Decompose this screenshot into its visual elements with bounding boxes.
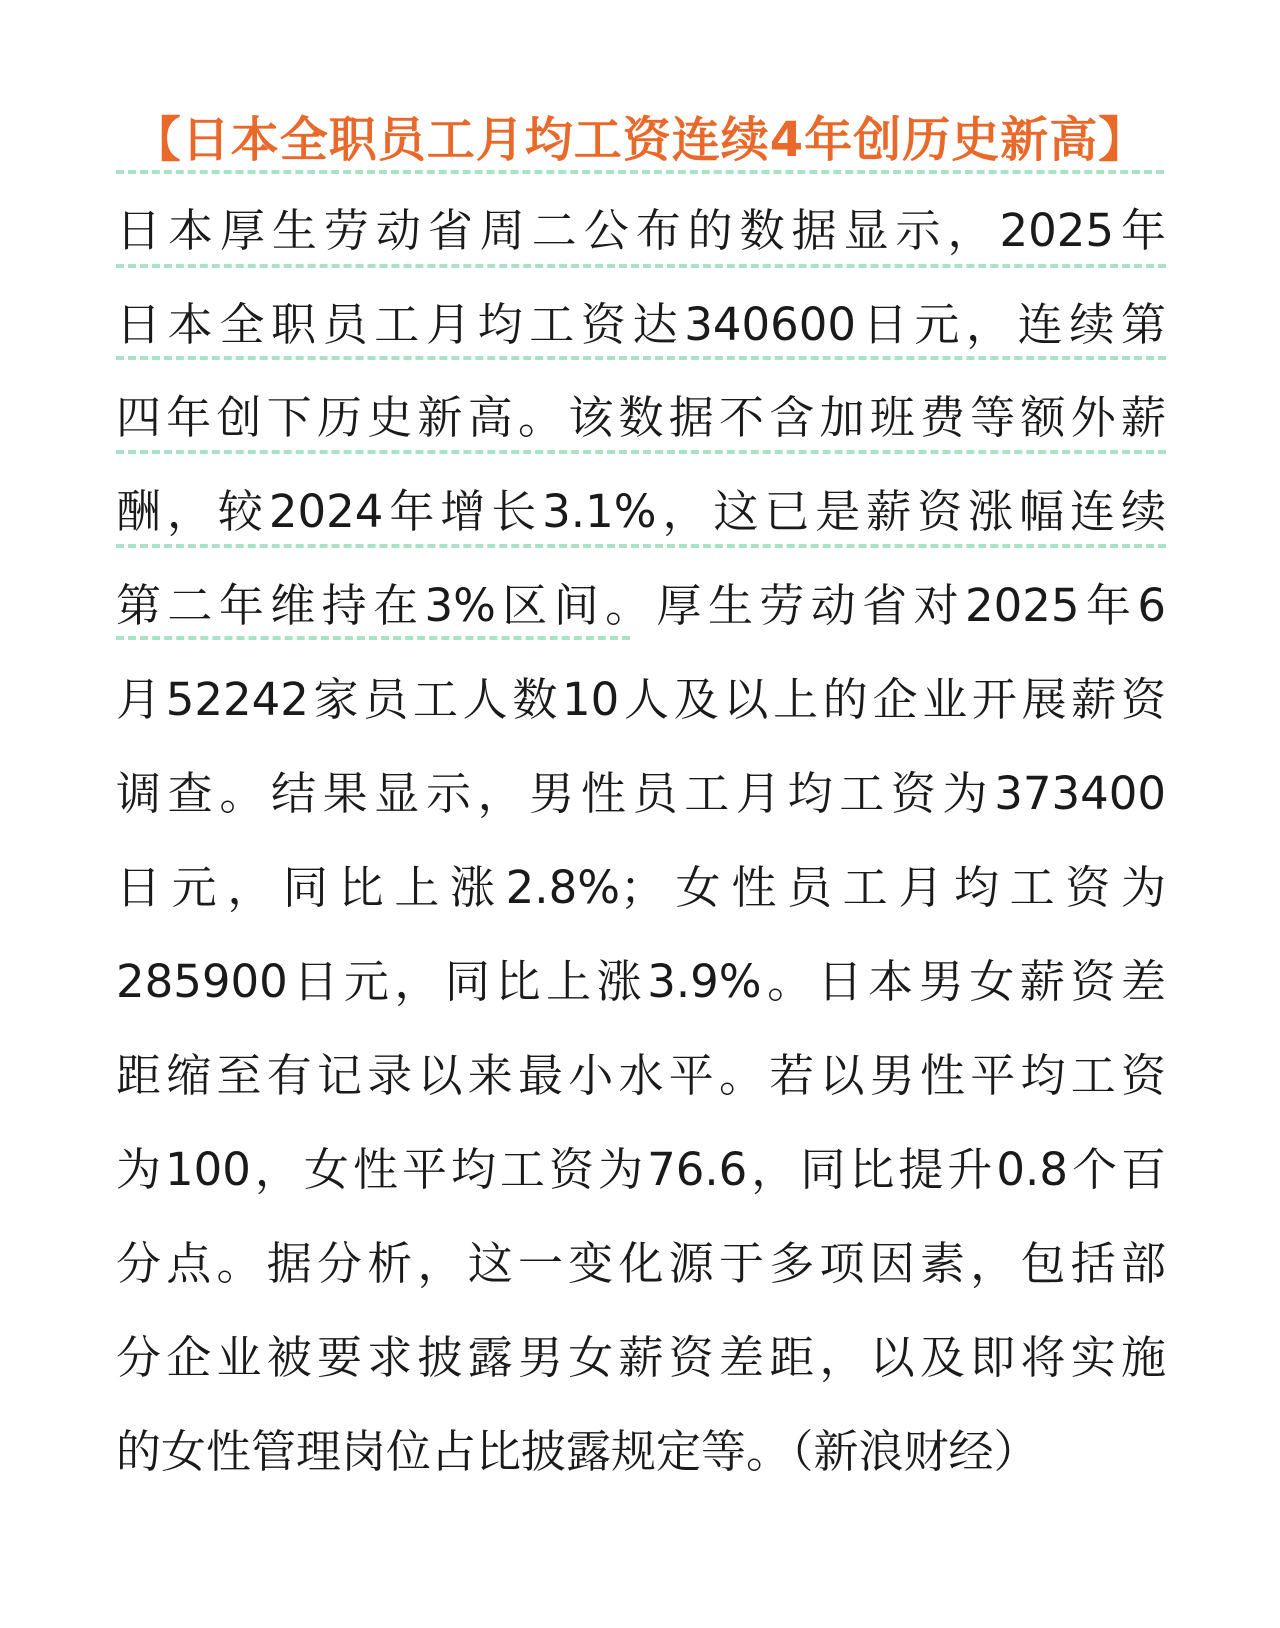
- article-title: 【日本全职员工月均工资连续4年创历史新高】: [132, 112, 1148, 168]
- body-underline-3: [116, 450, 1166, 454]
- body-line-3: 四年创下历史新高。该数据不含加班费等额外薪: [116, 391, 1166, 444]
- body-underline-1: [116, 264, 1166, 268]
- body-line-4: 酬，较2024年增长3.1%，这已是薪资涨幅连续: [116, 485, 1166, 538]
- body-underline-2: [116, 356, 1166, 360]
- body-line-13: 分企业被要求披露男女薪资差距，以及即将实施: [116, 1331, 1166, 1384]
- body-line-14: 的女性管理岗位占比披露规定等。（新浪财经）: [116, 1425, 1039, 1478]
- body-underline-4: [116, 544, 1166, 548]
- body-line-12: 分点。据分析，这一变化源于多项因素，包括部: [116, 1237, 1166, 1290]
- body-line-6: 月52242家员工人数10人及以上的企业开展薪资: [116, 673, 1166, 726]
- body-line-10: 距缩至有记录以来最小水平。若以男性平均工资: [116, 1049, 1166, 1102]
- body-line-1: 日本厚生劳动省周二公布的数据显示，2025年: [116, 204, 1166, 257]
- body-line-5: 第二年维持在3%区间。厚生劳动省对2025年6: [116, 579, 1166, 632]
- body-line-2: 日本全职员工月均工资达340600日元，连续第: [116, 298, 1166, 351]
- title-underline: [116, 170, 1164, 174]
- body-line-9: 285900日元，同比上涨3.9%。日本男女薪资差: [116, 955, 1166, 1008]
- body-line-7: 调查。结果显示，男性员工月均工资为373400: [116, 767, 1166, 820]
- body-line-11: 为100，女性平均工资为76.6，同比提升0.8个百: [116, 1143, 1166, 1196]
- body-line-8: 日元，同比上涨2.8%；女性员工月均工资为: [116, 861, 1166, 914]
- body-underline-5: [116, 636, 630, 640]
